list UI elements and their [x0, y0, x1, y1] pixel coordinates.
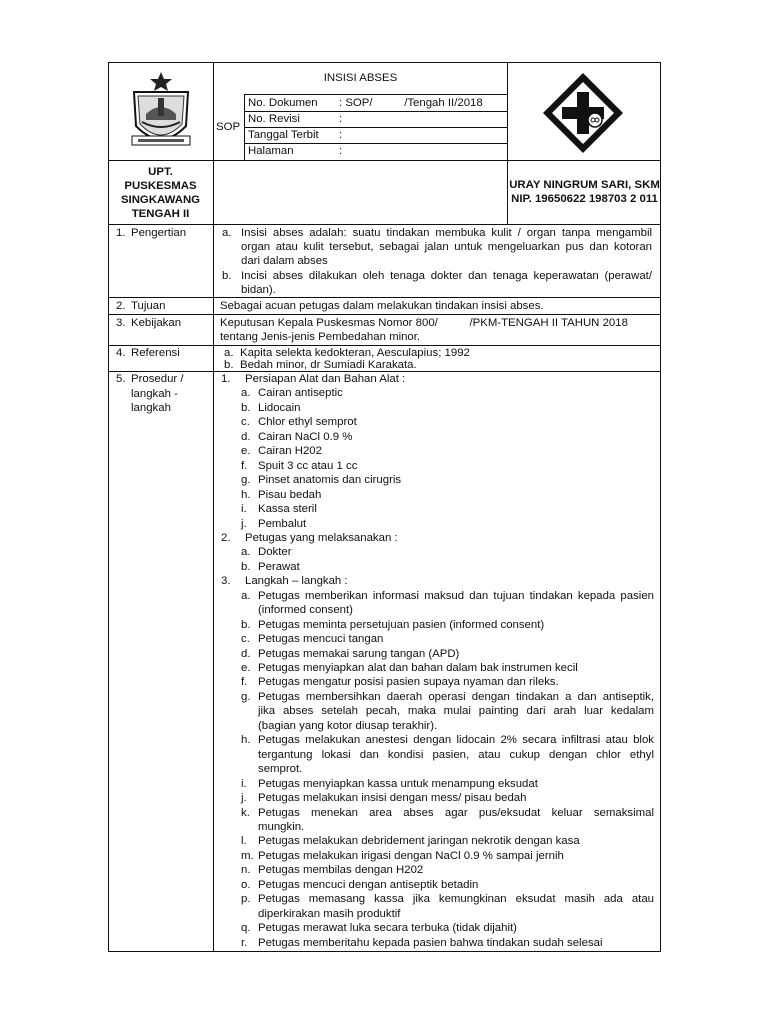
- row-label-pengertian: Pengertian: [131, 227, 187, 239]
- document-title: INSISI ABSES: [323, 72, 398, 84]
- row-label-prosedur: langkah -: [131, 388, 178, 400]
- procedure-item-marker: h.: [241, 488, 251, 501]
- procedure-item-text: Pisau bedah: [258, 488, 322, 501]
- procedure-item-text: (bagian yang kotor diusap terakhir).: [258, 719, 438, 732]
- row-label-kebijakan: Kebijakan: [131, 317, 182, 329]
- org-name-line: UPT.: [148, 166, 173, 178]
- meta-label-no-revisi: No. Revisi: [248, 113, 300, 125]
- procedure-item-marker: m.: [241, 849, 254, 862]
- procedure-item-marker: q.: [241, 922, 251, 935]
- procedure-item-marker: b.: [241, 560, 251, 573]
- pengertian-item-a-line: dari dalam abses: [241, 255, 328, 267]
- procedure-item-marker: g.: [241, 690, 251, 703]
- kebijakan-line: tentang Jenis-jenis Pembedahan minor.: [220, 331, 421, 343]
- procedure-item-marker: j.: [241, 792, 247, 805]
- procedure-item-text: Perawat: [258, 560, 300, 573]
- procedure-item-marker: p.: [241, 893, 251, 906]
- procedure-item-text: Petugas memberitahu kepada pasien bahwa tindakan sudah selesai: [258, 936, 603, 949]
- procedure-item-text: Petugas mencuci tangan: [258, 633, 384, 646]
- procedure-item-text: Dokter: [258, 546, 292, 559]
- signer-name: URAY NINGRUM SARI, SKM: [509, 179, 660, 191]
- meta-label-tanggal-terbit: Tanggal Terbit: [248, 129, 319, 141]
- procedure-item-text: Petugas membersihkan daerah operasi dengan tindakan a dan antiseptik,: [258, 690, 654, 703]
- procedure-item-marker: r.: [241, 936, 248, 949]
- procedure-item-text: Petugas memasang kassa jika kemungkinan eksudat masih ada atau: [258, 893, 654, 906]
- procedure-item-text: Kassa steril: [258, 503, 317, 516]
- procedure-item-text: Petugas mengatur posisi pasien supaya nyaman dan rileks.: [258, 676, 559, 689]
- list-marker: a.: [222, 227, 232, 239]
- meta-value-no-dokumen: : SOP/ /Tengah II/2018: [339, 97, 483, 109]
- procedure-item-marker: a.: [241, 546, 251, 559]
- procedure-item-text: Petugas memberikan informasi maksud dan tujuan tindakan kepada pasien: [258, 589, 654, 602]
- procedure-item-text: semprot.: [258, 763, 303, 776]
- pengertian-item-b-line: bidan).: [241, 284, 276, 296]
- meta-value-no-revisi: :: [339, 113, 343, 125]
- procedure-item-marker: e.: [241, 662, 251, 674]
- row-label-prosedur: Prosedur /: [131, 373, 184, 385]
- puskesmas-logo: [540, 70, 626, 156]
- procedure-item-text: Spuit 3 cc atau 1 cc: [258, 459, 358, 472]
- procedure-item-marker: b.: [241, 618, 251, 631]
- procedure-item-text: diperkirakan masih produktif: [258, 907, 401, 920]
- procedure-item-text: mungkin.: [258, 820, 305, 833]
- procedure-item-text: Petugas mencuci dengan antiseptik betadin: [258, 878, 479, 891]
- procedure-group-title: Persiapan Alat dan Bahan Alat :: [245, 373, 406, 385]
- procedure-item-marker: i.: [241, 503, 247, 516]
- row-divider: [108, 297, 661, 298]
- meta-label-halaman: Halaman: [248, 145, 294, 157]
- tujuan-text: Sebagai acuan petugas dalam melakukan tindakan insisi abses.: [220, 300, 544, 312]
- pengertian-item-a-line: organ atau kulit tersebut, sebagai jalan untuk mengeluarkan pus dan kotoran: [241, 241, 652, 253]
- row-number: 1.: [116, 227, 126, 239]
- procedure-item-marker: e.: [241, 445, 251, 458]
- referensi-item: Bedah minor, dr Sumiadi Karakata.: [240, 359, 417, 371]
- list-marker: a.: [224, 347, 234, 359]
- procedure-item-marker: f.: [241, 676, 248, 689]
- procedure-item-text: Petugas menekan area abses agar pus/eksudat keluar semaksimal: [258, 806, 654, 819]
- prosedur-body: [214, 372, 660, 950]
- procedure-item-text: Petugas menyiapkan alat dan bahan dalam bak instrumen kecil: [258, 662, 578, 674]
- procedure-item-text: Pinset anatomis dan cirugris: [258, 474, 402, 487]
- procedure-item-text: Lidocain: [258, 401, 301, 414]
- procedure-item-marker: d.: [241, 430, 251, 443]
- org-name-line: SINGKAWANG: [120, 194, 201, 206]
- procedure-item-text: Petugas melakukan irigasi dengan NaCl 0.9 % sampai jernih: [258, 849, 564, 862]
- procedure-item-marker: g.: [241, 474, 251, 487]
- meta-value-tanggal-terbit: :: [339, 129, 343, 141]
- row-label-prosedur: langkah: [131, 402, 171, 414]
- procedure-item-marker: d.: [241, 647, 251, 660]
- procedure-item-text: Cairan antiseptic: [258, 387, 343, 400]
- procedure-group-number: 3.: [221, 575, 231, 588]
- org-name-line: TENGAH II: [131, 208, 190, 220]
- meta-label-no-dokumen: No. Dokumen: [248, 97, 318, 109]
- procedure-item-marker: c.: [241, 416, 250, 429]
- procedure-item-text: jika abses setelah pecah, maka mulai painting dari arah luar kedalam: [258, 705, 654, 718]
- sop-label: SOP: [216, 121, 241, 133]
- procedure-item-text: Petugas merawat luka secara terbuka (tidak dijahit): [258, 922, 517, 935]
- procedure-item-marker: b.: [241, 401, 251, 414]
- procedure-item-marker: n.: [241, 864, 251, 877]
- header-divider: [108, 160, 661, 161]
- procedure-item-text: Petugas memakai sarung tangan (APD): [258, 647, 460, 660]
- referensi-item: Kapita selekta kedokteran, Aesculapius; 1992: [240, 347, 470, 359]
- procedure-item-marker: a.: [241, 387, 251, 400]
- procedure-group-number: 1.: [221, 373, 231, 385]
- procedure-item-text: Petugas membilas dengan H202: [258, 864, 424, 877]
- procedure-item-text: Petugas meminta persetujuan pasien (informed consent): [258, 618, 545, 631]
- row-number: 3.: [116, 317, 126, 329]
- procedure-item-text: Petugas melakukan debridement jaringan nekrotik dengan kasa: [258, 835, 580, 848]
- procedure-item-text: Petugas melakukan insisi dengan mess/ pisau bedah: [258, 792, 527, 805]
- procedure-group-title: Petugas yang melaksanakan :: [245, 531, 398, 544]
- meta-value-halaman: :: [339, 145, 343, 157]
- procedure-item-text: tergantung lokasi dan kondisi pasien, atau cukup dengan chlor ethyl: [258, 748, 654, 761]
- procedure-item-text: Petugas menyiapkan kassa untuk menampung eksudat: [258, 777, 538, 790]
- procedure-item-marker: f.: [241, 459, 248, 472]
- list-marker: b.: [224, 359, 234, 371]
- row-label-referensi: Referensi: [131, 347, 180, 359]
- procedure-item-text: Cairan H202: [258, 445, 322, 458]
- row-number: 2.: [116, 300, 126, 312]
- pengertian-item-b-line: Incisi abses dilakukan oleh tenaga dokter dan tenaga keperawatan (perawat/: [241, 270, 652, 282]
- procedure-item-marker: i.: [241, 777, 247, 790]
- row-number: 5.: [116, 373, 126, 385]
- procedure-group-title: Langkah – langkah :: [245, 575, 348, 588]
- procedure-item-marker: h.: [241, 734, 251, 747]
- procedure-item-text: (informed consent): [258, 604, 353, 617]
- procedure-item-marker: c.: [241, 633, 250, 646]
- header-divider: [213, 62, 214, 225]
- row-divider: [108, 314, 661, 315]
- row-number: 4.: [116, 347, 126, 359]
- procedure-item-text: Cairan NaCl 0.9 %: [258, 430, 353, 443]
- procedure-item-marker: o.: [241, 878, 251, 891]
- pengertian-item-a-line: Insisi abses adalah: suatu tindakan membuka kulit / organ tanpa mengambil: [241, 227, 652, 239]
- kalbar-emblem-logo: [128, 70, 194, 154]
- list-marker: b.: [222, 270, 232, 282]
- procedure-item-marker: a.: [241, 589, 251, 602]
- procedure-item-text: Pembalut: [258, 517, 307, 530]
- org-name-line: PUSKESMAS: [124, 180, 197, 192]
- procedure-item-marker: l.: [241, 835, 247, 848]
- procedure-item-marker: j.: [241, 517, 247, 530]
- procedure-group-number: 2.: [221, 531, 231, 544]
- signer-nip: NIP. 19650622 198703 2 011: [511, 193, 658, 205]
- row-label-tujuan: Tujuan: [131, 300, 166, 312]
- procedure-item-text: Chlor ethyl semprot: [258, 416, 357, 429]
- procedure-item-text: Petugas melakukan anestesi dengan lidocain 2% secara infiltrasi atau blok: [258, 734, 654, 747]
- procedure-item-marker: k.: [241, 806, 250, 819]
- kebijakan-line: Keputusan Kepala Puskesmas Nomor 800/ /PKM-TENGAH II TAHUN 2018: [220, 317, 628, 329]
